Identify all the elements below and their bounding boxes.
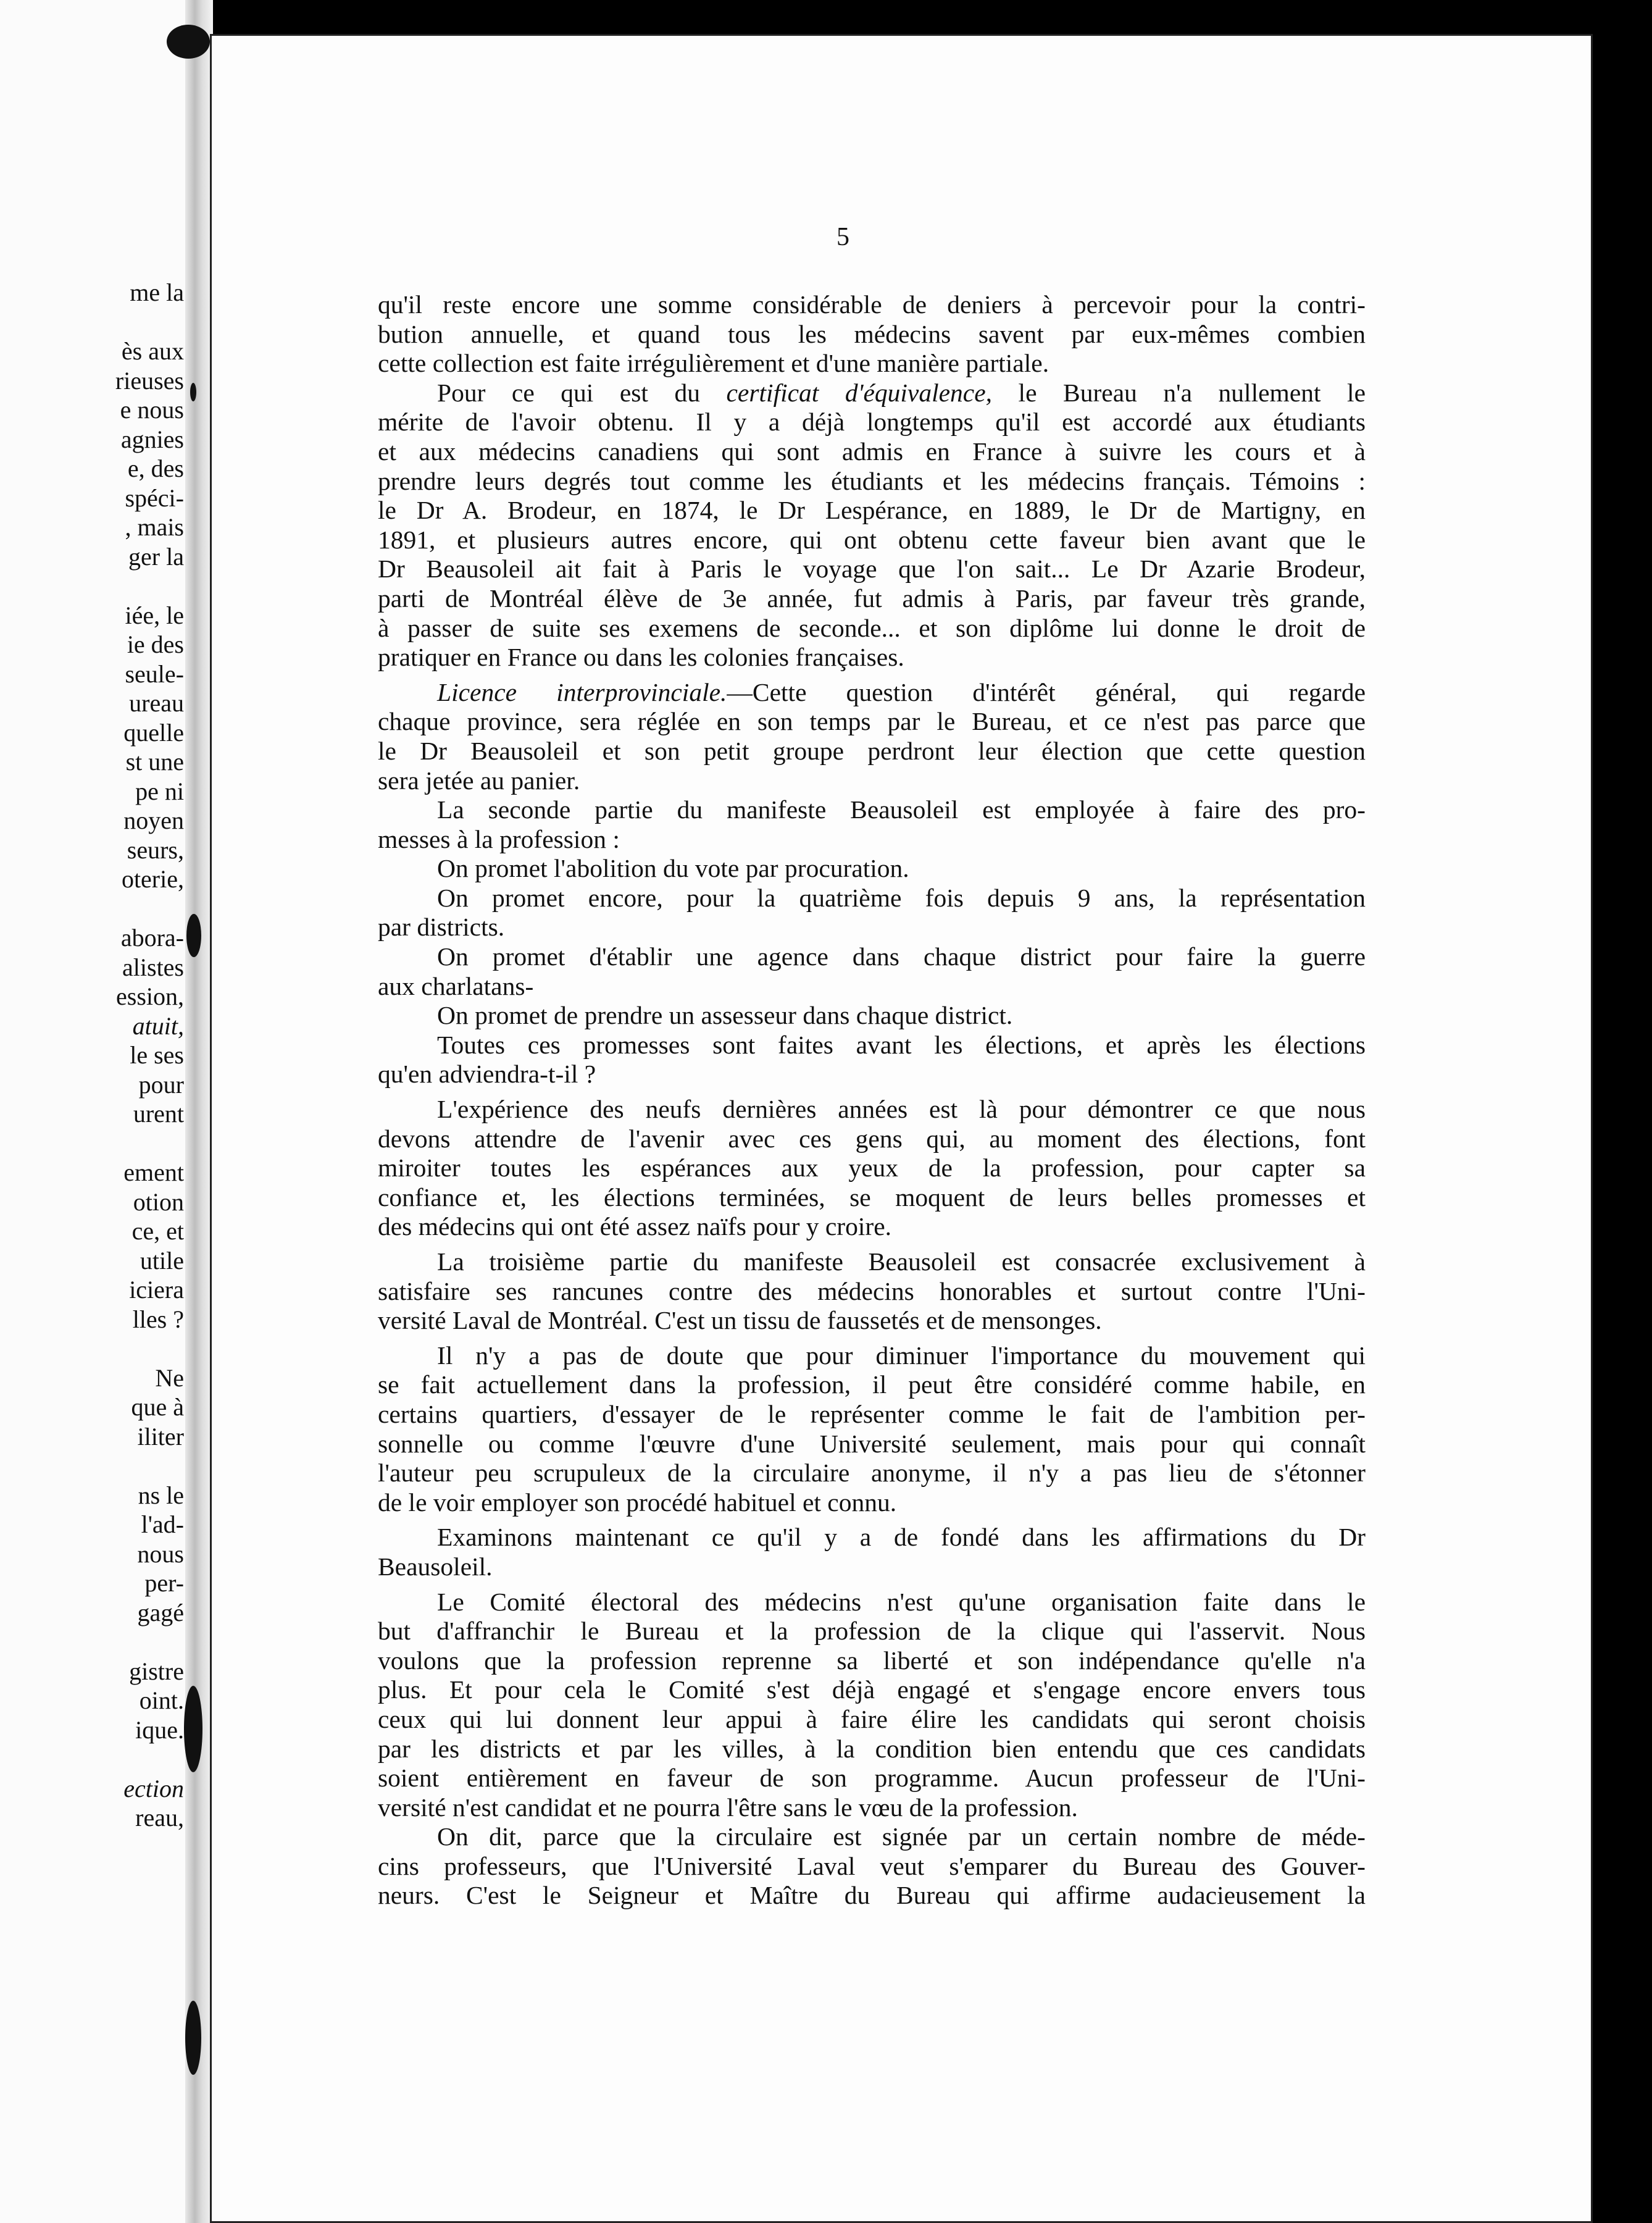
line-text: soient entièrement en faveur de son programme. Aucun professeur de l'Uni-	[378, 1764, 1366, 1793]
binding-mark	[186, 914, 201, 957]
text-line	[378, 1124, 1366, 1154]
text-line	[378, 1675, 1366, 1705]
left-page-line: lles ?	[132, 1305, 184, 1333]
left-page-line: pe ni	[135, 777, 184, 805]
line-text: se fait actuellement dans la profession, il peut être considéré comme habile, en	[378, 1370, 1366, 1399]
left-page-line: que à	[131, 1393, 184, 1421]
left-page-line: l'ad-	[141, 1510, 184, 1538]
left-page-gap	[0, 1451, 184, 1481]
text-line	[378, 1488, 1366, 1518]
line-text: plus. Et pour cela le Comité s'est déjà engagé et s'engage encore envers tous	[378, 1675, 1366, 1704]
line-text: l'auteur peu scrupuleux de la circulaire anonyme, il n'y a pas lieu de s'étonner	[378, 1459, 1366, 1488]
left-page-gap	[0, 1744, 184, 1774]
line-text: La troisième partie du manifeste Beausoleil est consacrée exclusivement à	[437, 1247, 1366, 1276]
left-page-line: oterie,	[121, 865, 184, 893]
left-page-line: noyen	[123, 806, 184, 834]
left-page-line: gagé	[137, 1598, 184, 1626]
text-line	[378, 437, 1366, 467]
left-page-line: ns le	[138, 1481, 184, 1509]
line-text: le Dr Beausoleil et son petit groupe perdront leur élection que cette question	[378, 736, 1366, 765]
text-line	[378, 555, 1366, 584]
line-text: mérite de l'avoir obtenu. Il y a déjà longtemps qu'il est accordé aux étudiants	[378, 408, 1366, 437]
left-page-line: ie des	[127, 630, 184, 658]
text-line	[378, 467, 1366, 496]
line-text: —Cette question d'intérêt général, qui regarde	[727, 677, 1366, 706]
left-page-line: otion	[133, 1187, 184, 1216]
text-line	[378, 1153, 1366, 1183]
left-page-line: reau,	[135, 1804, 184, 1832]
text-line	[378, 1277, 1366, 1307]
line-text: Examinons maintenant ce qu'il y a de fondé dans les affirmations du Dr	[437, 1523, 1366, 1552]
line-text: voulons que la profession reprenne sa liberté et son indépendance qu'elle n'a	[378, 1646, 1366, 1675]
text-line	[378, 1001, 1366, 1031]
text-line	[378, 972, 1366, 1002]
left-page-line: per-	[144, 1569, 184, 1597]
line-text: Le Comité électoral des médecins n'est qu'une organisation faite dans le	[437, 1587, 1366, 1616]
line-text: On promet encore, pour la quatrième fois depuis 9 ans, la représentation	[437, 883, 1366, 912]
line-text: de le voir employer son procédé habituel et connu.	[378, 1488, 897, 1517]
binding-mark	[167, 25, 210, 59]
line-text: chaque province, sera réglée en son temps par le Bureau, et ce n'est pas parce que	[378, 707, 1366, 736]
text-line	[378, 942, 1366, 972]
line-text: but d'affranchir le Bureau et la profession de la clique qui l'asservit. Nous	[378, 1617, 1366, 1646]
line-text: confiance et, les élections terminées, se moquent de leurs belles promesses et	[378, 1183, 1366, 1212]
line-text: 1891, et plusieurs autres encore, qui ont obtenu cette faveur bien avant que le	[378, 525, 1366, 554]
left-page-text	[0, 278, 184, 1833]
line-text: qu'il reste encore une somme considérable de deniers à percevoir pour la contri-	[378, 290, 1366, 319]
left-page-line: st une	[125, 748, 184, 776]
text-line	[378, 290, 1366, 320]
text-line	[378, 1617, 1366, 1646]
text-line	[378, 1764, 1366, 1793]
line-text: Pour ce qui est du	[437, 378, 727, 407]
line-text: ceux qui lui donnent leur appui à faire élire les candidats qui seront choisis	[378, 1704, 1366, 1733]
left-page-line: iciera	[129, 1276, 184, 1304]
line-text: prendre leurs degrés tout comme les étudiants et les médecins français. Témoins :	[378, 466, 1366, 495]
line-text: qu'en adviendra-t-il ?	[378, 1060, 596, 1089]
text-line	[378, 1881, 1366, 1911]
text-line	[378, 614, 1366, 643]
left-page-line: iée, le	[125, 601, 184, 629]
left-page-line: le ses	[130, 1041, 184, 1069]
line-text: cins professeurs, que l'Université Laval veut s'emparer du Bureau des Gouver-	[378, 1851, 1366, 1880]
line-text: sera jetée au panier.	[378, 766, 580, 795]
line-text: devons attendre de l'avenir avec ces gens qui, au moment des élections, font	[378, 1124, 1366, 1153]
line-text: sonnelle ou comme l'œuvre d'une Université seulement, mais pour qui connaît	[378, 1429, 1366, 1458]
left-page-gap	[0, 571, 184, 601]
text-line	[378, 1095, 1366, 1124]
line-text: Toutes ces promesses sont faites avant les élections, et après les élections	[437, 1030, 1366, 1059]
text-line	[378, 795, 1366, 825]
left-page-line: spéci-	[125, 484, 184, 512]
left-page-line: alistes	[122, 953, 184, 981]
text-line	[378, 1459, 1366, 1488]
text-line	[378, 1588, 1366, 1617]
text-line	[378, 884, 1366, 913]
left-page-line: seule-	[125, 659, 184, 688]
line-text: versité n'est candidat et ne pourra l'être sans le vœu de la profession.	[378, 1793, 1078, 1822]
line-text: La seconde partie du manifeste Beausoleil est employée à faire des pro-	[437, 795, 1366, 824]
line-text: Beausoleil.	[378, 1552, 493, 1581]
line-text: par districts.	[378, 913, 505, 942]
line-text: parti de Montréal élève de 3e année, fut admis à Paris, par faveur très grande,	[378, 584, 1366, 613]
text-line	[378, 408, 1366, 437]
line-text: Il n'y a pas de doute que pour diminuer l'importance du mouvement qui	[437, 1341, 1366, 1370]
left-page-line: gistre	[129, 1657, 184, 1685]
line-text: bution annuelle, et quand tous les médecins savent par eux-mêmes combien	[378, 319, 1366, 348]
left-page-line: atuit,	[132, 1011, 184, 1040]
body-text	[378, 290, 1366, 1911]
text-line	[378, 1793, 1366, 1823]
line-text: On promet de prendre un assesseur dans chaque district.	[437, 1001, 1013, 1030]
text-line	[378, 1060, 1366, 1089]
line-text: des médecins qui ont été assez naïfs pour y croire.	[378, 1212, 892, 1241]
line-text: par les districts et par les villes, à la condition bien entendu que ces candidats	[378, 1734, 1366, 1763]
line-text: messes à la profession :	[378, 824, 620, 853]
line-text: certains quartiers, d'essayer de le représenter comme le fait de l'ambition per-	[378, 1399, 1366, 1428]
line-text: aux charlatans-	[378, 971, 534, 1000]
book-gutter	[185, 0, 213, 2223]
binding-mark	[190, 383, 196, 401]
left-page-gap	[0, 1334, 184, 1363]
left-page-line: utile	[140, 1246, 184, 1275]
line-text: On dit, parce que la circulaire est signée par un certain nombre de méde-	[437, 1822, 1366, 1851]
text-line	[378, 1247, 1366, 1277]
left-page-gap	[0, 894, 184, 924]
left-page-line: abora-	[120, 924, 184, 952]
text-line	[378, 1735, 1366, 1764]
line-text: le Bureau n'a nullement le	[992, 378, 1366, 407]
line-text: L'expérience des neufs dernières années est là pour démontrer ce que nous	[437, 1095, 1366, 1124]
text-line	[378, 1552, 1366, 1582]
line-text: On promet d'établir une agence dans chaque district pour faire la guerre	[437, 942, 1366, 971]
text-line	[378, 1822, 1366, 1852]
text-line	[378, 1031, 1366, 1060]
line-text: le Dr A. Brodeur, en 1874, le Dr Lespérance, en 1889, le Dr de Martigny, en	[378, 496, 1366, 525]
line-text: pratiquer en France ou dans les colonies françaises.	[378, 643, 904, 672]
text-line	[378, 1646, 1366, 1676]
text-line	[378, 1852, 1366, 1882]
text-line	[378, 766, 1366, 796]
line-text: neurs. C'est le Seigneur et Maître du Bureau qui affirme audacieusement la	[378, 1881, 1366, 1910]
line-text: versité Laval de Montréal. C'est un tissu de faussetés et de mensonges.	[378, 1306, 1102, 1335]
left-page-line: ection	[123, 1774, 184, 1802]
left-page-line: ession,	[116, 982, 184, 1010]
text-line	[378, 1341, 1366, 1371]
line-text: et aux médecins canadiens qui sont admis en France à suivre les cours et à	[378, 437, 1366, 466]
binding-mark	[185, 2001, 201, 2075]
text-line	[378, 320, 1366, 350]
text-line	[378, 584, 1366, 614]
left-page-line: quelle	[123, 718, 184, 747]
binding-mark	[184, 1686, 202, 1772]
line-text: satisfaire ses rancunes contre des médecins honorables et surtout contre l'Uni-	[378, 1276, 1366, 1305]
left-page-line: iliter	[137, 1422, 184, 1451]
line-text: Dr Beausoleil ait fait à Paris le voyage que l'on sait... Le Dr Azarie Brodeur,	[378, 555, 1366, 584]
text-line	[378, 1400, 1366, 1430]
left-page-line: nous	[137, 1539, 184, 1568]
text-line	[378, 379, 1366, 408]
left-page-line: urent	[133, 1100, 184, 1128]
text-line	[378, 1183, 1366, 1213]
left-page-line: , mais	[125, 513, 184, 541]
line-text: On promet l'abolition du vote par procuration.	[437, 854, 909, 883]
left-page-gap	[0, 1129, 184, 1158]
left-page-line: e, des	[127, 454, 184, 482]
text-line	[378, 1370, 1366, 1400]
text-line	[378, 1306, 1366, 1336]
text-line	[378, 643, 1366, 672]
italic-text: Licence interprovinciale.	[437, 677, 727, 706]
left-page-line: oint.	[139, 1686, 184, 1714]
left-page-line: ès aux	[121, 337, 184, 365]
left-page-line: rieuses	[115, 366, 184, 395]
text-line	[378, 825, 1366, 855]
left-page-line: ger la	[128, 542, 184, 571]
text-line	[378, 525, 1366, 555]
text-line	[378, 1523, 1366, 1552]
text-line	[378, 1430, 1366, 1459]
left-page-fragment	[0, 0, 198, 2223]
text-line	[378, 349, 1366, 379]
line-text: miroiter toutes les espérances aux yeux de la profession, pour capter sa	[378, 1153, 1366, 1183]
left-page-gap	[0, 308, 184, 337]
left-page-line: ce, et	[131, 1217, 184, 1245]
left-page-line: ique.	[135, 1715, 184, 1744]
text-line	[378, 678, 1366, 708]
left-page-line: e nous	[120, 396, 184, 424]
left-page-line: seurs,	[127, 835, 184, 864]
text-line	[378, 1212, 1366, 1242]
page-number: 5	[836, 223, 849, 251]
text-line	[378, 707, 1366, 737]
left-page-line: me la	[130, 278, 184, 306]
line-text: cette collection est faite irrégulièrement et d'une manière partiale.	[378, 349, 1049, 378]
left-page-line: ement	[123, 1158, 184, 1186]
text-line	[378, 737, 1366, 766]
left-page-line: Ne	[155, 1363, 184, 1392]
left-page-line: agnies	[120, 425, 184, 453]
left-page-gap	[0, 1627, 184, 1657]
line-text: à passer de suite ses exemens de seconde... et son diplôme lui donne le droit de	[378, 613, 1366, 642]
text-line	[378, 854, 1366, 884]
text-line	[378, 913, 1366, 942]
left-page-line: ureau	[129, 689, 184, 717]
italic-text: certificat d'équivalence,	[726, 378, 993, 407]
text-line	[378, 1705, 1366, 1735]
left-page-line: pour	[138, 1070, 184, 1099]
text-line	[378, 496, 1366, 525]
